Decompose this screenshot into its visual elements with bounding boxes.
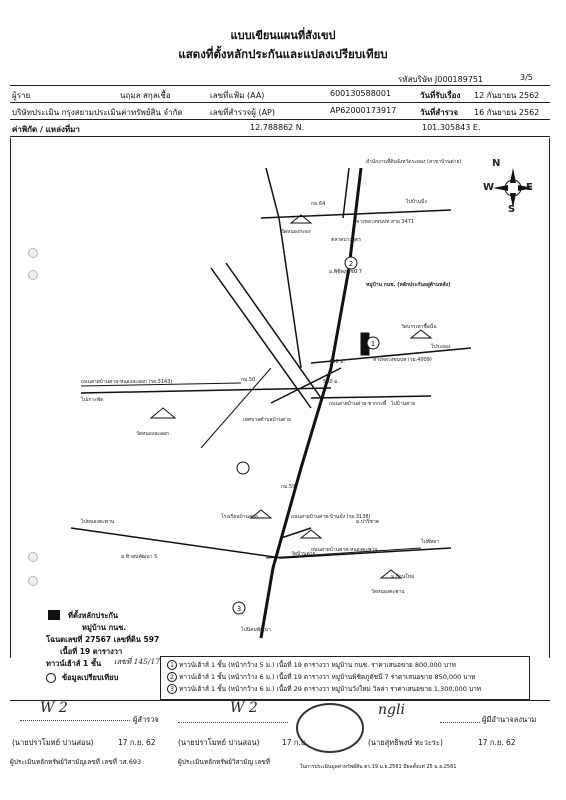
- label-village7: ม.พิชิตภูดัชนี 7: [329, 269, 362, 275]
- label-village-b: ม.บ้านใหม่: [391, 574, 415, 580]
- label-road-kai-takan: ถนนสายบ้านค่าย-ชากกะพี้: [329, 401, 387, 407]
- label-road-3471: ทางหลวงชนบท สาย 3471: [356, 219, 415, 225]
- ref-no: รหัสบริษัท J000189751: [398, 75, 484, 84]
- label-village-pattana: ม.ทิวสนพัฒนา 5: [121, 554, 158, 560]
- compass-n: N: [492, 158, 501, 169]
- survey-no: AP62000173917: [330, 106, 397, 115]
- compass-w: W: [483, 182, 495, 193]
- comparison-text: ทาวน์เฮ้าส์ 1 ชั้น (หน้ากว้าง 6 ม.) เนื้อที่ 19 ตารางวา หมู่บ้านพิชิตภูดัชนี 7 ราคาเสนอขาย 850,000 บาท: [179, 673, 476, 681]
- svg-text:1: 1: [370, 340, 376, 348]
- footer-note: ในการประเมินมูลค่าทรัพย์สิน ตร.19 ม.ย.2561 มีผลตั้งแต่ 25 ม.ย.2561: [300, 764, 457, 770]
- authorized-role: ผู้มีอำนาจลงนาม: [482, 715, 537, 724]
- info-row-2: [10, 103, 550, 120]
- inspect-date: 16 กันยายน 2562: [474, 108, 540, 117]
- doc-subtitle: แสดงที่ตั้งหลักประกันและแปลงเปรียบเทียบ: [178, 47, 388, 61]
- label-to-chak: ไปบ้านค่าย: [391, 401, 416, 407]
- label-road-3143: ถนนสายบ้านค่าย-หนองละลอก (รย.3143): [81, 379, 173, 385]
- receive-date: 12 กันยายน 2562: [474, 91, 540, 100]
- label-subject: หมู่บ้าน กนช. (หลักประกันอยู่ด้านหลัง): [366, 282, 451, 288]
- legend-comparison: ข้อมูลเปรียบเทียบ: [62, 673, 119, 682]
- reviewer-date: 17 ก.ย.: [282, 738, 308, 747]
- label-wat-nong-lalok: วัดหนองละลอก: [136, 431, 170, 437]
- authorized-name: (นายสุทธิพงษ์ ทะวะระ): [368, 738, 443, 747]
- label-km59: กม.59: [281, 484, 296, 490]
- reviewer-license: ผู้ประเมินหลักทรัพย์วิสามัญ เลขที่: [178, 758, 271, 766]
- collateral-marker: [48, 610, 60, 620]
- info-row-3: [10, 120, 550, 137]
- legend-area: เนื้อที่ 19 ตารางวา: [60, 647, 123, 656]
- receive-label: วันที่รับเรื่อง: [420, 91, 461, 100]
- surveyor-license: ผู้ประเมินหลักทรัพย์วิสามัญเลขที่ เลขที่ วส.693: [10, 758, 142, 766]
- label-wat-nong-ta: วัดหนองตะพาน: [371, 589, 405, 595]
- signature-line: [440, 722, 480, 723]
- label-to-rayong: ไประยอง: [431, 344, 451, 350]
- sketch-map: [10, 138, 550, 658]
- info-table: [10, 85, 550, 137]
- label-school: โรงเรียนบ้านค่าย: [221, 514, 259, 520]
- authorized-date: 17 ก.ย. 62: [478, 738, 516, 747]
- label-highway-4009: ทางหลวงชนบท (รย.4009): [373, 357, 432, 363]
- latitude: 12.788862 N.: [250, 123, 305, 132]
- signature-line: [20, 720, 130, 721]
- doc-title: แบบเขียนแผนที่สังเขป: [230, 29, 336, 42]
- label-wat-ban-kai: วัดบ้านค่าย: [291, 551, 316, 557]
- legend-house: ทาวน์เฮ้าส์ 1 ชั้น: [46, 659, 102, 668]
- longitude: 101.305843 E.: [422, 123, 481, 132]
- comparison-text: ทาวน์เฮ้าส์ 1 ชั้น (หน้ากว้าง 6 ม.) เนื้อที่ 29 ตารางวา หมู่บ้านวังใหม่ วิลล่า ราคาเสนอขาย 1,300,000 บาท: [179, 685, 482, 693]
- label-580m: 580 ม.: [323, 379, 340, 385]
- label-wat: วัดหนองกะธง: [281, 229, 311, 235]
- customer-name: นฤมล สกุลเชื้อ: [120, 91, 171, 100]
- company-seal: [296, 703, 364, 753]
- label-to-nikhom: ไปนิคมพัฒนา: [241, 627, 271, 633]
- label-to-pluak: ไปหนองตะพาน: [81, 519, 115, 525]
- comparison-no: 1: [167, 660, 177, 670]
- label-to-klaeng: ไปเกาะพัด: [81, 397, 104, 403]
- surveyor-role: ผู้สำรวจ: [133, 715, 159, 724]
- info-row-1: [10, 86, 550, 103]
- legend-project: หมู่บ้าน กนช.: [82, 623, 127, 632]
- legend-deed: โฉนดเลขที่ 27567 เลขที่ดิน 597: [46, 635, 160, 644]
- comparison-item: [167, 660, 523, 672]
- comparison-no: 3: [167, 684, 177, 694]
- label-km64: กม.64: [311, 201, 326, 207]
- label-road-nong-bua: ถนนสายบ้านค่าย-หนองตะพาน: [311, 547, 378, 553]
- comparison-item: [167, 672, 523, 684]
- coord-label: ค่าพิกัด / แหล่งที่มา: [12, 125, 80, 134]
- svg-text:2: 2: [348, 260, 354, 268]
- survey-label: เลขที่สำรวจผู้ (AP): [210, 108, 275, 117]
- page-no: 3/5: [520, 73, 533, 82]
- comparison-item: [167, 684, 523, 696]
- label-to-pattaya: ไปพัทยา: [421, 539, 440, 545]
- reviewer-signature: W 2: [230, 700, 258, 716]
- label-480m: 480 ม.: [329, 359, 346, 365]
- signature-line: [178, 722, 288, 723]
- comparison-list: [160, 656, 530, 700]
- label-ban-kai-office: เทศบาลตำบลบ้านค่าย: [243, 417, 291, 423]
- label-to-ban-bueng: ไปบ้านบึง: [406, 199, 427, 205]
- label-km50: กม.50: [241, 377, 256, 383]
- label-land-office: สำนักงานที่ดินจังหวัดระยอง (สาขาบ้านค่าย): [366, 159, 462, 165]
- label-wat-ban-chang: วัดบรรเทาชื้อนั้น: [401, 324, 437, 330]
- label-road-3138: ถนนสายบ้านค่าย-บ้านมั่ง (รย.3138): [291, 514, 371, 520]
- comparison-text: ทาวน์เฮ้าส์ 1 ชั้น (หน้ากว้าง 5 ม.) เนื้อที่ 19 ตารางวา หมู่บ้าน กนช. ราคาเสนอขาย 800,000 บาท: [179, 661, 456, 669]
- legend-collateral: ที่ตั้งหลักประกัน: [68, 611, 119, 620]
- label-village-paradise: ม.ปาริชาต: [356, 519, 380, 525]
- customer-label: ผู้ราย: [12, 91, 31, 100]
- legend-handwritten: เลขที่ 145/17: [114, 657, 160, 666]
- authorized-signature: ngli: [378, 702, 405, 718]
- divider: [10, 700, 550, 701]
- company-name: บริษัทประเมิน กรุงสยามประเมินค่าทรัพย์สิน จำกัด: [12, 108, 183, 117]
- comparison-marker: [46, 673, 56, 683]
- surveyor-signature: W 2: [40, 700, 68, 716]
- inspect-label: วันที่สำรวจ: [420, 108, 459, 117]
- reviewer-name: (นายปราโมทย์ ปานสอน): [178, 738, 260, 747]
- svg-text:3: 3: [236, 605, 242, 613]
- file-label: เลขที่แฟ้ม (AA): [210, 91, 265, 100]
- compass-s: S: [508, 204, 516, 215]
- label-market: ตลาดบางบุตร: [331, 237, 361, 243]
- compass-e: E: [526, 182, 533, 193]
- surveyor-date: 17 ก.ย. 62: [118, 738, 156, 747]
- file-no: 600130588001: [330, 89, 392, 98]
- comparison-no: 2: [167, 672, 177, 682]
- surveyor-name: (นายปราโมทย์ ปานสอน): [12, 738, 94, 747]
